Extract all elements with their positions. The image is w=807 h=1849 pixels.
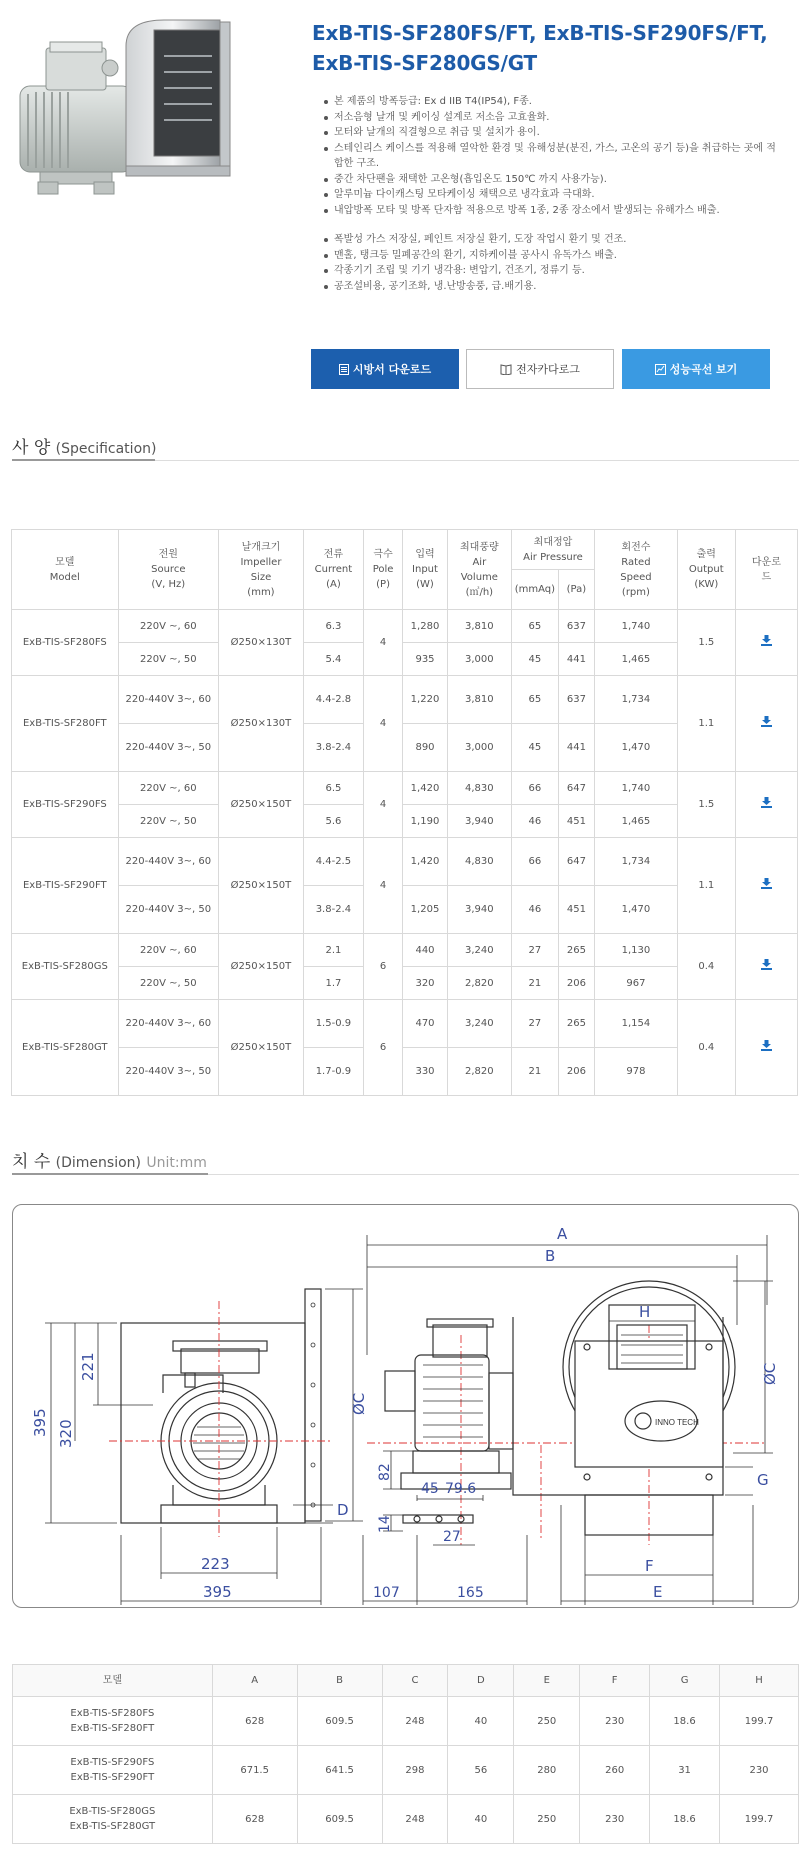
cell-pa: 206 — [558, 967, 594, 1000]
dimension-table — [12, 1664, 799, 1844]
download-cell — [735, 1000, 797, 1096]
cell-rpm: 1,465 — [595, 805, 678, 838]
dim-label-221: 221 — [79, 1352, 97, 1381]
dim-model-name: ExB-TIS-SF290FS — [70, 1757, 155, 1768]
table-row — [12, 676, 798, 724]
cell-mmaq: 27 — [511, 934, 558, 967]
dim-model-name: ExB-TIS-SF280GS — [69, 1806, 156, 1817]
cell-pole: 6 — [363, 1000, 402, 1096]
dim-cell: 40 — [448, 1697, 514, 1746]
cell-source: 220V ~, 60 — [118, 772, 218, 805]
download-icon[interactable] — [761, 797, 772, 811]
dimension-drawing — [12, 1204, 799, 1608]
cell-mmaq: 27 — [511, 1000, 558, 1048]
cell-mmaq: 46 — [511, 805, 558, 838]
download-cell — [735, 838, 797, 934]
cell-mmaq: 65 — [511, 610, 558, 643]
cell-current: 6.3 — [303, 610, 363, 643]
dim-header: A — [212, 1665, 297, 1697]
cell-source: 220V ~, 50 — [118, 967, 218, 1000]
cell-air-volume: 3,000 — [447, 643, 511, 676]
feature-list — [324, 94, 782, 218]
product-description — [312, 94, 782, 294]
dim-header: G — [650, 1665, 720, 1697]
cell-pa: 451 — [558, 886, 594, 934]
dimension-svg — [13, 1205, 798, 1607]
table-row — [12, 610, 798, 643]
feature-item: 알루미늄 다이캐스팅 모타케이싱 채택으로 냉각효과 극대화. — [324, 187, 782, 203]
dim-label-79: 79.6 — [445, 1481, 477, 1497]
cell-rpm: 1,130 — [595, 934, 678, 967]
cell-mmaq: 21 — [511, 1048, 558, 1096]
usage-item: 폭발성 가스 저장실, 페인트 저장실 환기, 도장 작업시 환기 및 건조. — [324, 232, 782, 248]
cell-air-volume: 3,940 — [447, 805, 511, 838]
dim-label-h: H — [639, 1303, 651, 1321]
cell-pa: 637 — [558, 610, 594, 643]
usage-list — [324, 232, 782, 294]
cell-pa: 265 — [558, 1000, 594, 1048]
performance-curve-button[interactable] — [622, 349, 770, 389]
cell-input: 320 — [403, 967, 448, 1000]
table-row — [13, 1697, 799, 1746]
dim-cell-models — [13, 1795, 213, 1844]
dim-header: B — [297, 1665, 382, 1697]
dim-label-e: E — [653, 1583, 663, 1601]
cell-current: 4.4-2.5 — [303, 838, 363, 886]
header-input: 입력 Input (W) — [403, 530, 448, 610]
dim-underline — [12, 1173, 208, 1175]
cell-current: 1.7 — [303, 967, 363, 1000]
dim-cell: 248 — [382, 1697, 448, 1746]
cell-air-volume: 3,240 — [447, 934, 511, 967]
dim-cell: 609.5 — [297, 1795, 382, 1844]
dim-cell: 250 — [514, 1697, 580, 1746]
header-output: 출력 Output (KW) — [677, 530, 735, 610]
cell-current: 5.6 — [303, 805, 363, 838]
dim-label-45: 45 — [421, 1481, 439, 1497]
catalog-button[interactable] — [466, 349, 614, 389]
cell-input: 1,220 — [403, 676, 448, 724]
side-motor — [415, 1355, 489, 1451]
cell-pole: 4 — [363, 610, 402, 676]
dim-label-g: G — [757, 1471, 769, 1489]
cell-output: 1.5 — [677, 610, 735, 676]
cell-pole: 6 — [363, 934, 402, 1000]
header-impeller: 날개크기 Impeller Size (mm) — [219, 530, 304, 610]
cell-input: 330 — [403, 1048, 448, 1096]
dim-cell: 628 — [212, 1697, 297, 1746]
cell-mmaq: 46 — [511, 886, 558, 934]
dim-cell: 199.7 — [720, 1697, 799, 1746]
cell-input: 1,280 — [403, 610, 448, 643]
cell-impeller: Ø250×150T — [219, 772, 304, 838]
dimension-table-header — [13, 1665, 799, 1697]
cell-rpm: 1,465 — [595, 643, 678, 676]
cell-pa: 647 — [558, 838, 594, 886]
cell-pole: 4 — [363, 838, 402, 934]
dim-cell: 298 — [382, 1746, 448, 1795]
spec-table — [11, 529, 798, 1096]
cell-rpm: 1,740 — [595, 610, 678, 643]
cell-pa: 265 — [558, 934, 594, 967]
cell-source: 220V ~, 60 — [118, 934, 218, 967]
dim-label-f: F — [645, 1557, 654, 1575]
dim-model-name: ExB-TIS-SF280GT — [69, 1821, 156, 1832]
dim-cell: 31 — [650, 1746, 720, 1795]
dim-header: H — [720, 1665, 799, 1697]
cell-rpm: 1,734 — [595, 676, 678, 724]
product-title: ExB-TIS-SF280FS/FT, ExB-TIS-SF290FS/FT, ExB-TIS-SF280GS/GT — [312, 21, 768, 75]
chart-icon — [655, 364, 666, 375]
cell-source: 220-440V 3~, 50 — [118, 886, 218, 934]
front-casing — [121, 1323, 305, 1523]
header-source: 전원 Source (V, Hz) — [118, 530, 218, 610]
spec-underline — [12, 459, 155, 461]
dim-unit: Unit:mm — [146, 1155, 207, 1171]
dim-cell: 230 — [580, 1697, 650, 1746]
download-icon[interactable] — [761, 1040, 772, 1054]
header-pa: (Pa) — [558, 570, 594, 610]
cell-air-volume: 4,830 — [447, 772, 511, 805]
table-row — [12, 1000, 798, 1048]
dim-label-14: 14 — [377, 1515, 393, 1533]
document-icon — [339, 364, 349, 375]
dim-cell: 56 — [448, 1746, 514, 1795]
spec-title-kr: 사 양 — [12, 438, 51, 458]
cell-air-volume: 2,820 — [447, 1048, 511, 1096]
cell-model: ExB-TIS-SF280GS — [12, 934, 119, 1000]
header-model: 모델 Model — [12, 530, 119, 610]
dim-model-name: ExB-TIS-SF290FT — [70, 1772, 155, 1783]
header-mmaq: (mmAq) — [511, 570, 558, 610]
cell-mmaq: 21 — [511, 967, 558, 1000]
feature-item: 내압방폭 모타 및 방폭 단자함 적용으로 방폭 1종, 2종 장소에서 발생되는 유해가스 배출. — [324, 203, 782, 219]
feature-item: 중간 차단팬을 채택한 고온형(흡입온도 150℃ 까지 사용가능). — [324, 172, 782, 188]
product-header — [0, 0, 807, 410]
dim-cell: 199.7 — [720, 1795, 799, 1844]
dim-cell: 230 — [720, 1746, 799, 1795]
cell-pole: 4 — [363, 772, 402, 838]
dim-cell: 671.5 — [212, 1746, 297, 1795]
cell-input: 470 — [403, 1000, 448, 1048]
dim-label-82: 82 — [377, 1463, 393, 1481]
dim-section-title — [12, 1147, 207, 1172]
cell-input: 1,420 — [403, 838, 448, 886]
cell-pa: 451 — [558, 805, 594, 838]
cell-source: 220V ~, 50 — [118, 643, 218, 676]
cell-pa: 637 — [558, 676, 594, 724]
table-row — [13, 1795, 799, 1844]
dim-label-395h: 395 — [203, 1583, 232, 1601]
dim-cell-models — [13, 1697, 213, 1746]
cell-input: 1,420 — [403, 772, 448, 805]
cell-source: 220-440V 3~, 50 — [118, 724, 218, 772]
usage-item: 맨홀, 탱크등 밀폐공간의 환기, 지하케이블 공사시 유독가스 배출. — [324, 248, 782, 264]
table-row — [12, 838, 798, 886]
header-speed: 회전수 Rated Speed (rpm) — [595, 530, 678, 610]
cell-mmaq: 66 — [511, 772, 558, 805]
cell-rpm: 1,470 — [595, 724, 678, 772]
header-current: 전류 Current (A) — [303, 530, 363, 610]
cell-model: ExB-TIS-SF280GT — [12, 1000, 119, 1096]
cell-air-volume: 3,000 — [447, 724, 511, 772]
dim-label-165: 165 — [457, 1585, 484, 1601]
cell-rpm: 1,734 — [595, 838, 678, 886]
dim-cell: 250 — [514, 1795, 580, 1844]
feature-item: 스테인리스 케이스를 적용해 열악한 환경 및 유해성분(분진, 가스, 고온의 공기 등)을 취급하는 곳에 적합한 구조. — [324, 141, 782, 172]
spec-download-label: 시방서 다운로드 — [352, 363, 432, 376]
dim-model-name: ExB-TIS-SF280FS — [70, 1708, 155, 1719]
cell-current: 5.4 — [303, 643, 363, 676]
download-cell — [735, 676, 797, 772]
cell-current: 3.8-2.4 — [303, 724, 363, 772]
cell-current: 1.7-0.9 — [303, 1048, 363, 1096]
cell-input: 890 — [403, 724, 448, 772]
cell-air-volume: 3,940 — [447, 886, 511, 934]
cell-impeller: Ø250×130T — [219, 676, 304, 772]
cell-output: 1.1 — [677, 838, 735, 934]
usage-item: 각종기기 조립 및 기기 냉각용: 변압기, 건조기, 정류기 등. — [324, 263, 782, 279]
dim-label-a: A — [557, 1225, 568, 1243]
download-icon[interactable] — [761, 716, 772, 730]
cell-output: 0.4 — [677, 1000, 735, 1096]
download-cell — [735, 934, 797, 1000]
dim-cell: 260 — [580, 1746, 650, 1795]
dim-header: 모델 — [13, 1665, 213, 1697]
cell-source: 220-440V 3~, 60 — [118, 676, 218, 724]
dim-label-d: D — [337, 1501, 349, 1519]
cell-rpm: 1,740 — [595, 772, 678, 805]
cell-impeller: Ø250×150T — [219, 1000, 304, 1096]
feature-item: 저소음형 날개 및 케이싱 설계로 저소음 고효율화. — [324, 110, 782, 126]
cell-output: 1.1 — [677, 676, 735, 772]
dim-header: D — [448, 1665, 514, 1697]
feature-item: 모터와 날개의 직결형으로 취급 및 설치가 용이. — [324, 125, 782, 141]
cell-source: 220-440V 3~, 60 — [118, 838, 218, 886]
cell-output: 0.4 — [677, 934, 735, 1000]
cell-output: 1.5 — [677, 772, 735, 838]
cell-pa: 441 — [558, 724, 594, 772]
dim-cell: 641.5 — [297, 1746, 382, 1795]
dimension-table-body — [13, 1697, 799, 1844]
cell-rpm: 1,470 — [595, 886, 678, 934]
header-air-volume: 최대풍량 Air Volume (㎥/h) — [447, 530, 511, 610]
cell-source: 220-440V 3~, 50 — [118, 1048, 218, 1096]
cell-model: ExB-TIS-SF290FS — [12, 772, 119, 838]
header-pole: 극수 Pole (P) — [363, 530, 402, 610]
cell-air-volume: 4,830 — [447, 838, 511, 886]
dim-label-107: 107 — [373, 1585, 400, 1601]
cell-model: ExB-TIS-SF280FS — [12, 610, 119, 676]
cell-pa: 206 — [558, 1048, 594, 1096]
table-row — [13, 1746, 799, 1795]
header-download: 다운로 드 — [735, 530, 797, 610]
cell-input: 1,205 — [403, 886, 448, 934]
dim-cell: 40 — [448, 1795, 514, 1844]
cell-input: 935 — [403, 643, 448, 676]
download-cell — [735, 772, 797, 838]
catalog-label: 전자카다로그 — [516, 363, 580, 376]
dim-label-395v: 395 — [31, 1408, 49, 1437]
cell-input: 440 — [403, 934, 448, 967]
cell-air-volume: 2,820 — [447, 967, 511, 1000]
cell-pole: 4 — [363, 676, 402, 772]
dim-header: E — [514, 1665, 580, 1697]
cell-mmaq: 66 — [511, 838, 558, 886]
dim-cell: 280 — [514, 1746, 580, 1795]
action-buttons — [311, 349, 771, 389]
dim-cell-models — [13, 1746, 213, 1795]
cell-current: 4.4-2.8 — [303, 676, 363, 724]
cell-impeller: Ø250×150T — [219, 838, 304, 934]
book-icon — [500, 364, 512, 375]
cell-source: 220V ~, 60 — [118, 610, 218, 643]
cell-impeller: Ø250×150T — [219, 934, 304, 1000]
dim-label-b: B — [545, 1247, 556, 1265]
dim-label-c-front: ØC — [350, 1392, 368, 1415]
download-icon[interactable] — [761, 635, 772, 649]
table-row — [12, 934, 798, 967]
cell-air-volume: 3,240 — [447, 1000, 511, 1048]
dim-label-320: 320 — [57, 1419, 75, 1448]
cell-mmaq: 65 — [511, 676, 558, 724]
cell-rpm: 978 — [595, 1048, 678, 1096]
cell-current: 3.8-2.4 — [303, 886, 363, 934]
table-row — [12, 772, 798, 805]
cell-rpm: 1,154 — [595, 1000, 678, 1048]
brand-logo: INNO TECH — [655, 1418, 699, 1427]
product-photo — [14, 16, 286, 206]
dim-label-223: 223 — [201, 1555, 230, 1573]
cell-model: ExB-TIS-SF290FT — [12, 838, 119, 934]
dim-label-27: 27 — [443, 1529, 461, 1545]
cell-mmaq: 45 — [511, 724, 558, 772]
header-air-pressure: 최대정압 Air Pressure — [511, 530, 594, 570]
cell-air-volume: 3,810 — [447, 610, 511, 643]
download-icon[interactable] — [761, 959, 772, 973]
dim-header: F — [580, 1665, 650, 1697]
dim-model-name: ExB-TIS-SF280FT — [70, 1723, 155, 1734]
front-flange — [305, 1289, 321, 1521]
spec-section-title — [12, 433, 156, 458]
cell-mmaq: 45 — [511, 643, 558, 676]
cell-source: 220-440V 3~, 60 — [118, 1000, 218, 1048]
spec-title-en: (Specification) — [55, 441, 157, 457]
cell-impeller: Ø250×130T — [219, 610, 304, 676]
cell-rpm: 967 — [595, 967, 678, 1000]
dim-label-c-side: ØC — [761, 1362, 779, 1385]
feature-item: 본 제품의 방폭등급: Ex d IIB T4(IP54), F종. — [324, 94, 782, 110]
download-icon[interactable] — [761, 878, 772, 892]
download-cell — [735, 610, 797, 676]
cell-air-volume: 3,810 — [447, 676, 511, 724]
cell-pa: 441 — [558, 643, 594, 676]
performance-curve-label: 성능곡선 보기 — [669, 363, 738, 376]
dim-cell: 18.6 — [650, 1795, 720, 1844]
usage-item: 공조설비용, 공기조화, 냉.난방송풍, 급.배기용. — [324, 279, 782, 295]
cell-pa: 647 — [558, 772, 594, 805]
cell-model: ExB-TIS-SF280FT — [12, 676, 119, 772]
dim-cell: 628 — [212, 1795, 297, 1844]
cell-current: 2.1 — [303, 934, 363, 967]
dim-cell: 230 — [580, 1795, 650, 1844]
cell-source: 220V ~, 50 — [118, 805, 218, 838]
dim-cell: 248 — [382, 1795, 448, 1844]
spec-download-button[interactable] — [311, 349, 459, 389]
cell-input: 1,190 — [403, 805, 448, 838]
dim-cell: 609.5 — [297, 1697, 382, 1746]
cell-current: 6.5 — [303, 772, 363, 805]
spec-table-body — [12, 610, 798, 1096]
dim-title-kr: 치 수 — [12, 1152, 51, 1172]
dim-cell: 18.6 — [650, 1697, 720, 1746]
dim-header: C — [382, 1665, 448, 1697]
dim-title-en: (Dimension) — [55, 1155, 141, 1171]
cell-current: 1.5-0.9 — [303, 1000, 363, 1048]
